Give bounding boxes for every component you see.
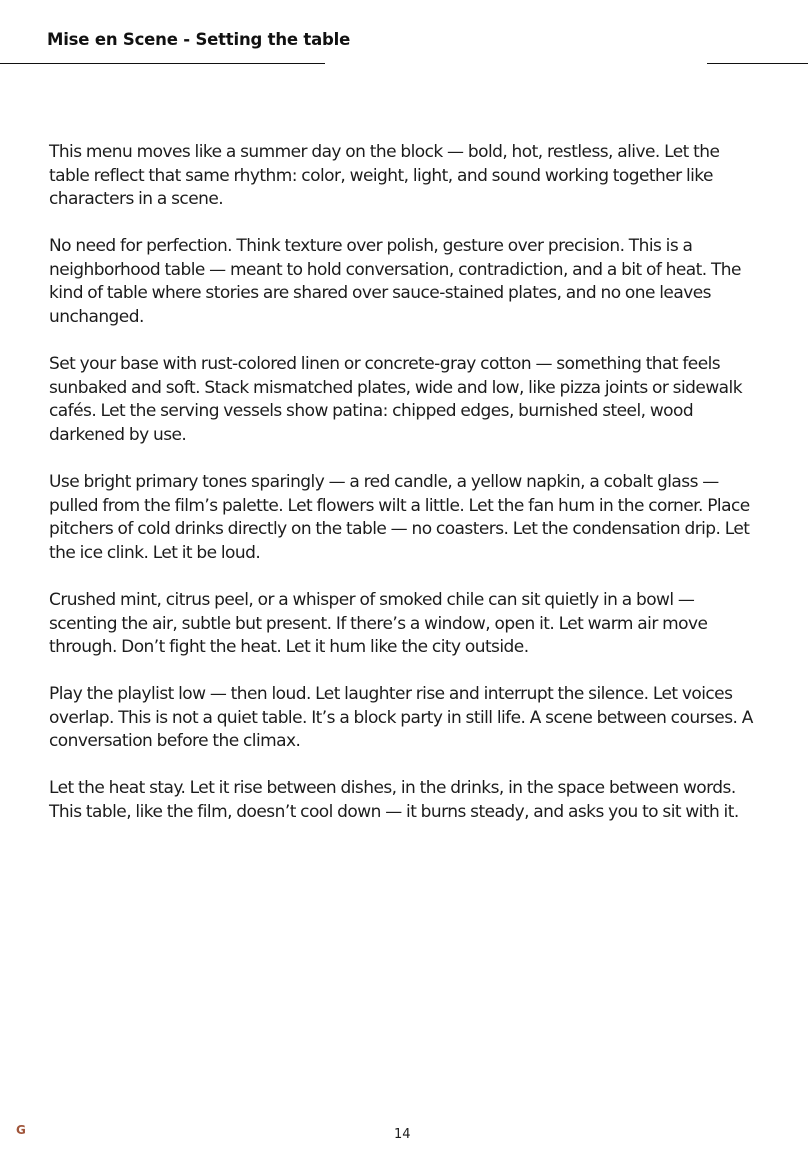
paragraph: Play the playlist low — then loud. Let laughter rise and interrupt the silence. Let voices overlap. This is not a quiet table. It’s a block party in still life. A scene between courses. A conversation before the climax. <box>49 684 753 752</box>
header-rule-left <box>0 63 325 64</box>
body-text <box>49 141 761 848</box>
page-number: 14 <box>394 1127 411 1142</box>
page-header-title: Mise en Scene - Setting the table <box>47 30 351 49</box>
paragraph: No need for perfection. Think texture over polish, gesture over precision. This is a neighborhood table — meant to hold conversation, contradiction, and a bit of heat. The kind of table where stories are shared over sauce-stained plates, and no one leaves unchanged. <box>49 236 741 328</box>
paragraph: Let the heat stay. Let it rise between dishes, in the drinks, in the space between words. This table, like the film, doesn’t cool down — it burns steady, and asks you to sit with it. <box>49 778 739 823</box>
paragraph: Set your base with rust-colored linen or concrete-gray cotton — something that feels sunbaked and soft. Stack mismatched plates, wide and low, like pizza joints or sidewalk cafés. Let the serving vessels show patina: chipped edges, burnished steel, wood darkened by use. <box>49 354 743 445</box>
paragraph: Use bright primary tones sparingly — a red candle, a yellow napkin, a cobalt glass — pulled from the film’s palette. Let flowers wilt a little. Let the fan hum in the corner. Place pitchers of cold drinks directly on the table — no coasters. Let the condensation drip. Let the ice clink. Let it be loud. <box>49 472 750 563</box>
header-rule-right <box>707 63 808 64</box>
paragraph: Crushed mint, citrus peel, or a whisper of smoked chile can sit quietly in a bowl — scenting the air, subtle but present. If there’s a window, open it. Let warm air move through. Don’t fight the heat. Let it hum like the city outside. <box>49 589 708 658</box>
paragraph: This menu moves like a summer day on the block — bold, hot, restless, alive. Let the table reflect that same rhythm: color, weight, light, and sound working together like characters in a scene. <box>49 142 720 210</box>
footer-logo: G <box>16 1123 26 1137</box>
